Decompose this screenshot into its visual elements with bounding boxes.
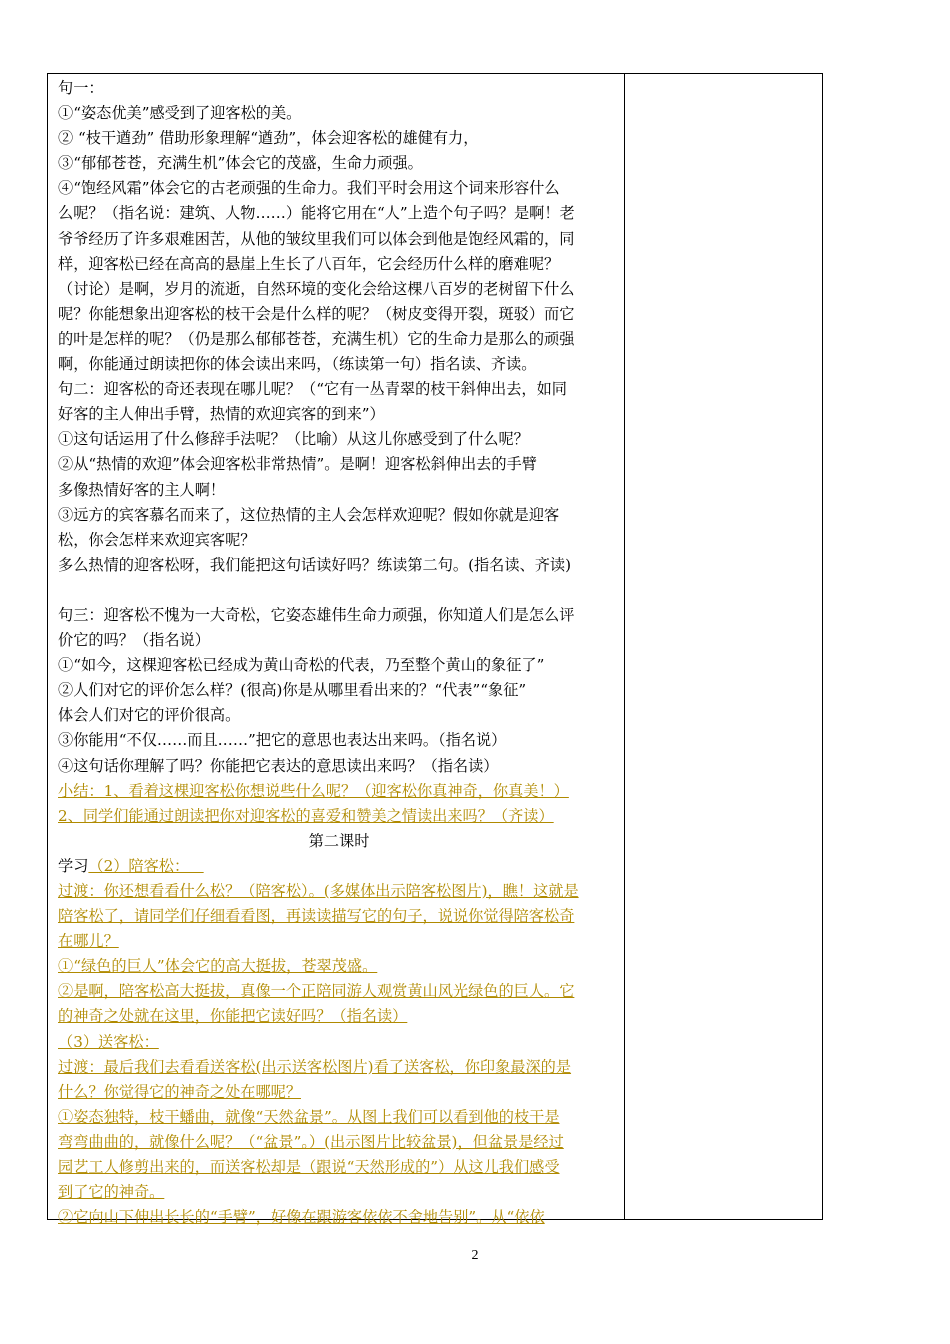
text-line: 2、同学们能通过朗读把你对迎客松的喜爱和赞美之情读出来吗？（齐读）: [58, 806, 554, 825]
text-line: [58, 854, 620, 879]
text-line: ②它向山下伸出长长的“手臂”，好像在跟游客依依不舍地告别”。从“依依: [58, 1208, 545, 1227]
text-line: 句二：迎客松的奇还表现在哪儿呢？（“它有一丛青翠的枝干斜伸出去，如同: [58, 380, 567, 399]
text-line: 到了它的神奇。: [58, 1183, 165, 1202]
text-line: （讨论）是啊，岁月的流逝，自然环境的变化会给这棵八百岁的老树留下什么: [58, 279, 575, 298]
text-line: ②人们对它的评价怎么样？(很高)你是从哪里看出来的？“代表”“象征”: [58, 681, 527, 700]
text-line: 的叶是怎样的呢？（仍是那么郁郁苍苍，充满生机）它的生命力是那么的顽强: [58, 329, 575, 348]
text-line: （3）送客松：: [58, 1032, 159, 1051]
lesson-content-cell: [58, 76, 620, 1230]
text-line: 小结：1、看着这棵迎客松你想说些什么呢？（迎客松你真神奇，你真美！）: [58, 781, 569, 800]
page-number: 2: [471, 1248, 479, 1263]
text-line: ②从“热情的欢迎”体会迎客松非常热情”。是啊！迎客松斜伸出去的手臂: [58, 455, 537, 474]
highlighted-text-segment: （2）陪客松：: [88, 856, 204, 875]
text-line: 在哪儿？: [58, 932, 119, 951]
text-line: 弯弯曲曲的，就像什么呢？（“盆景”。）(出示图片比较盆景)，但盆景是经过: [58, 1132, 564, 1151]
text-line: ①“绿色的巨人”体会它的高大挺拔，苍翠茂盛。: [58, 957, 378, 976]
text-line: 句三：迎客松不愧为一大奇松，它姿态雄伟生命力顽强，你知道人们是怎么评: [58, 605, 575, 624]
section-heading: 第二课时: [308, 831, 370, 850]
text-line: 松，你会怎样来欢迎宾客呢？: [58, 530, 256, 549]
text-line: 的神奇之处就在这里，你能把它读好吗？（指名读）: [58, 1007, 408, 1026]
text-line: ④“饱经风霜”体会它的古老顽强的生命力。我们平时会用这个词来形容什么: [58, 179, 560, 198]
text-line: 呢？你能想象出迎客松的枝干会是什么样的呢？（树皮变得开裂，斑驳）而它: [58, 304, 575, 323]
text-line: 过渡：最后我们去看看送客松(出示送客松图片)看了送客松，你印象最深的是: [58, 1057, 572, 1076]
text-line: 什么？你觉得它的神奇之处在哪呢？: [58, 1082, 301, 1101]
text-line: ③远方的宾客慕名而来了，这位热情的主人会怎样欢迎呢？假如你就是迎客: [58, 505, 560, 524]
text-line: 啊，你能通过朗读把你的体会读出来吗，（练读第一句）指名读、齐读。: [58, 355, 537, 374]
text-line: 句一：: [58, 79, 104, 97]
text-line: 么呢？（指名说：建筑、人物……）能将它用在“人”上造个句子吗？是啊！老: [58, 204, 575, 223]
text-line: ①这句话运用了什么修辞手法呢？（比喻）从这儿你感受到了什么呢？: [58, 430, 529, 449]
text-line: 爷爷经历了许多艰难困苦，从他的皱纹里我们可以体会到他是饱经风霜的，同: [58, 229, 575, 248]
text-line: ①“如今，这棵迎客松已经成为黄山奇松的代表，乃至整个黄山的象征了”: [58, 656, 545, 675]
text-line: 园艺工人修剪出来的，而送客松却是（跟说“天然形成的”）从这儿我们感受: [58, 1158, 560, 1177]
table-column-divider: [624, 73, 625, 1220]
text-line: 体会人们对它的评价很高。: [58, 706, 241, 725]
text-segment: 学习: [58, 856, 89, 875]
text-line: ② “枝干遒劲” 借助形象理解“遒劲”，体会迎客松的雄健有力，: [58, 129, 479, 148]
text-line: ②是啊，陪客松高大挺拔，真像一个正陪同游人观赏黄山风光绿色的巨人。它: [58, 982, 575, 1001]
text-line: 陪客松了，请同学们仔细看看图，再读读描写它的句子，说说你觉得陪客松奇: [58, 907, 575, 926]
text-line: ①姿态独特，枝干蟠曲，就像“天然盆景”。从图上我们可以看到他的枝干是: [58, 1107, 560, 1126]
text-line: 多么热情的迎客松呀，我们能把这句话读好吗？练读第二句。(指名读、齐读): [58, 555, 572, 574]
text-line: 过渡：你还想看看什么松？（陪客松）。(多媒体出示陪客松图片)，瞧！这就是: [58, 882, 579, 900]
text-line: ③“郁郁苍苍，充满生机”体会它的茂盛，生命力顽强。: [58, 154, 423, 173]
text-line: 好客的主人伸出手臂，热情的欢迎宾客的到来”）: [58, 405, 385, 424]
text-line: 样，迎客松已经在高高的悬崖上生长了八百年，它会经历什么样的磨难呢？: [58, 254, 560, 273]
text-line: ①“姿态优美”感受到了迎客松的美。: [58, 104, 302, 123]
text-line: ③你能用“不仅……而且……”把它的意思也表达出来吗。（指名说）: [58, 731, 507, 750]
text-line: 多像热情好客的主人啊！: [58, 480, 226, 499]
text-line: ④这句话你理解了吗？你能把它表达的意思读出来吗？（指名读）: [58, 756, 499, 775]
text-line: 价它的吗？（指名说）: [58, 631, 210, 650]
text-line: [58, 578, 620, 603]
